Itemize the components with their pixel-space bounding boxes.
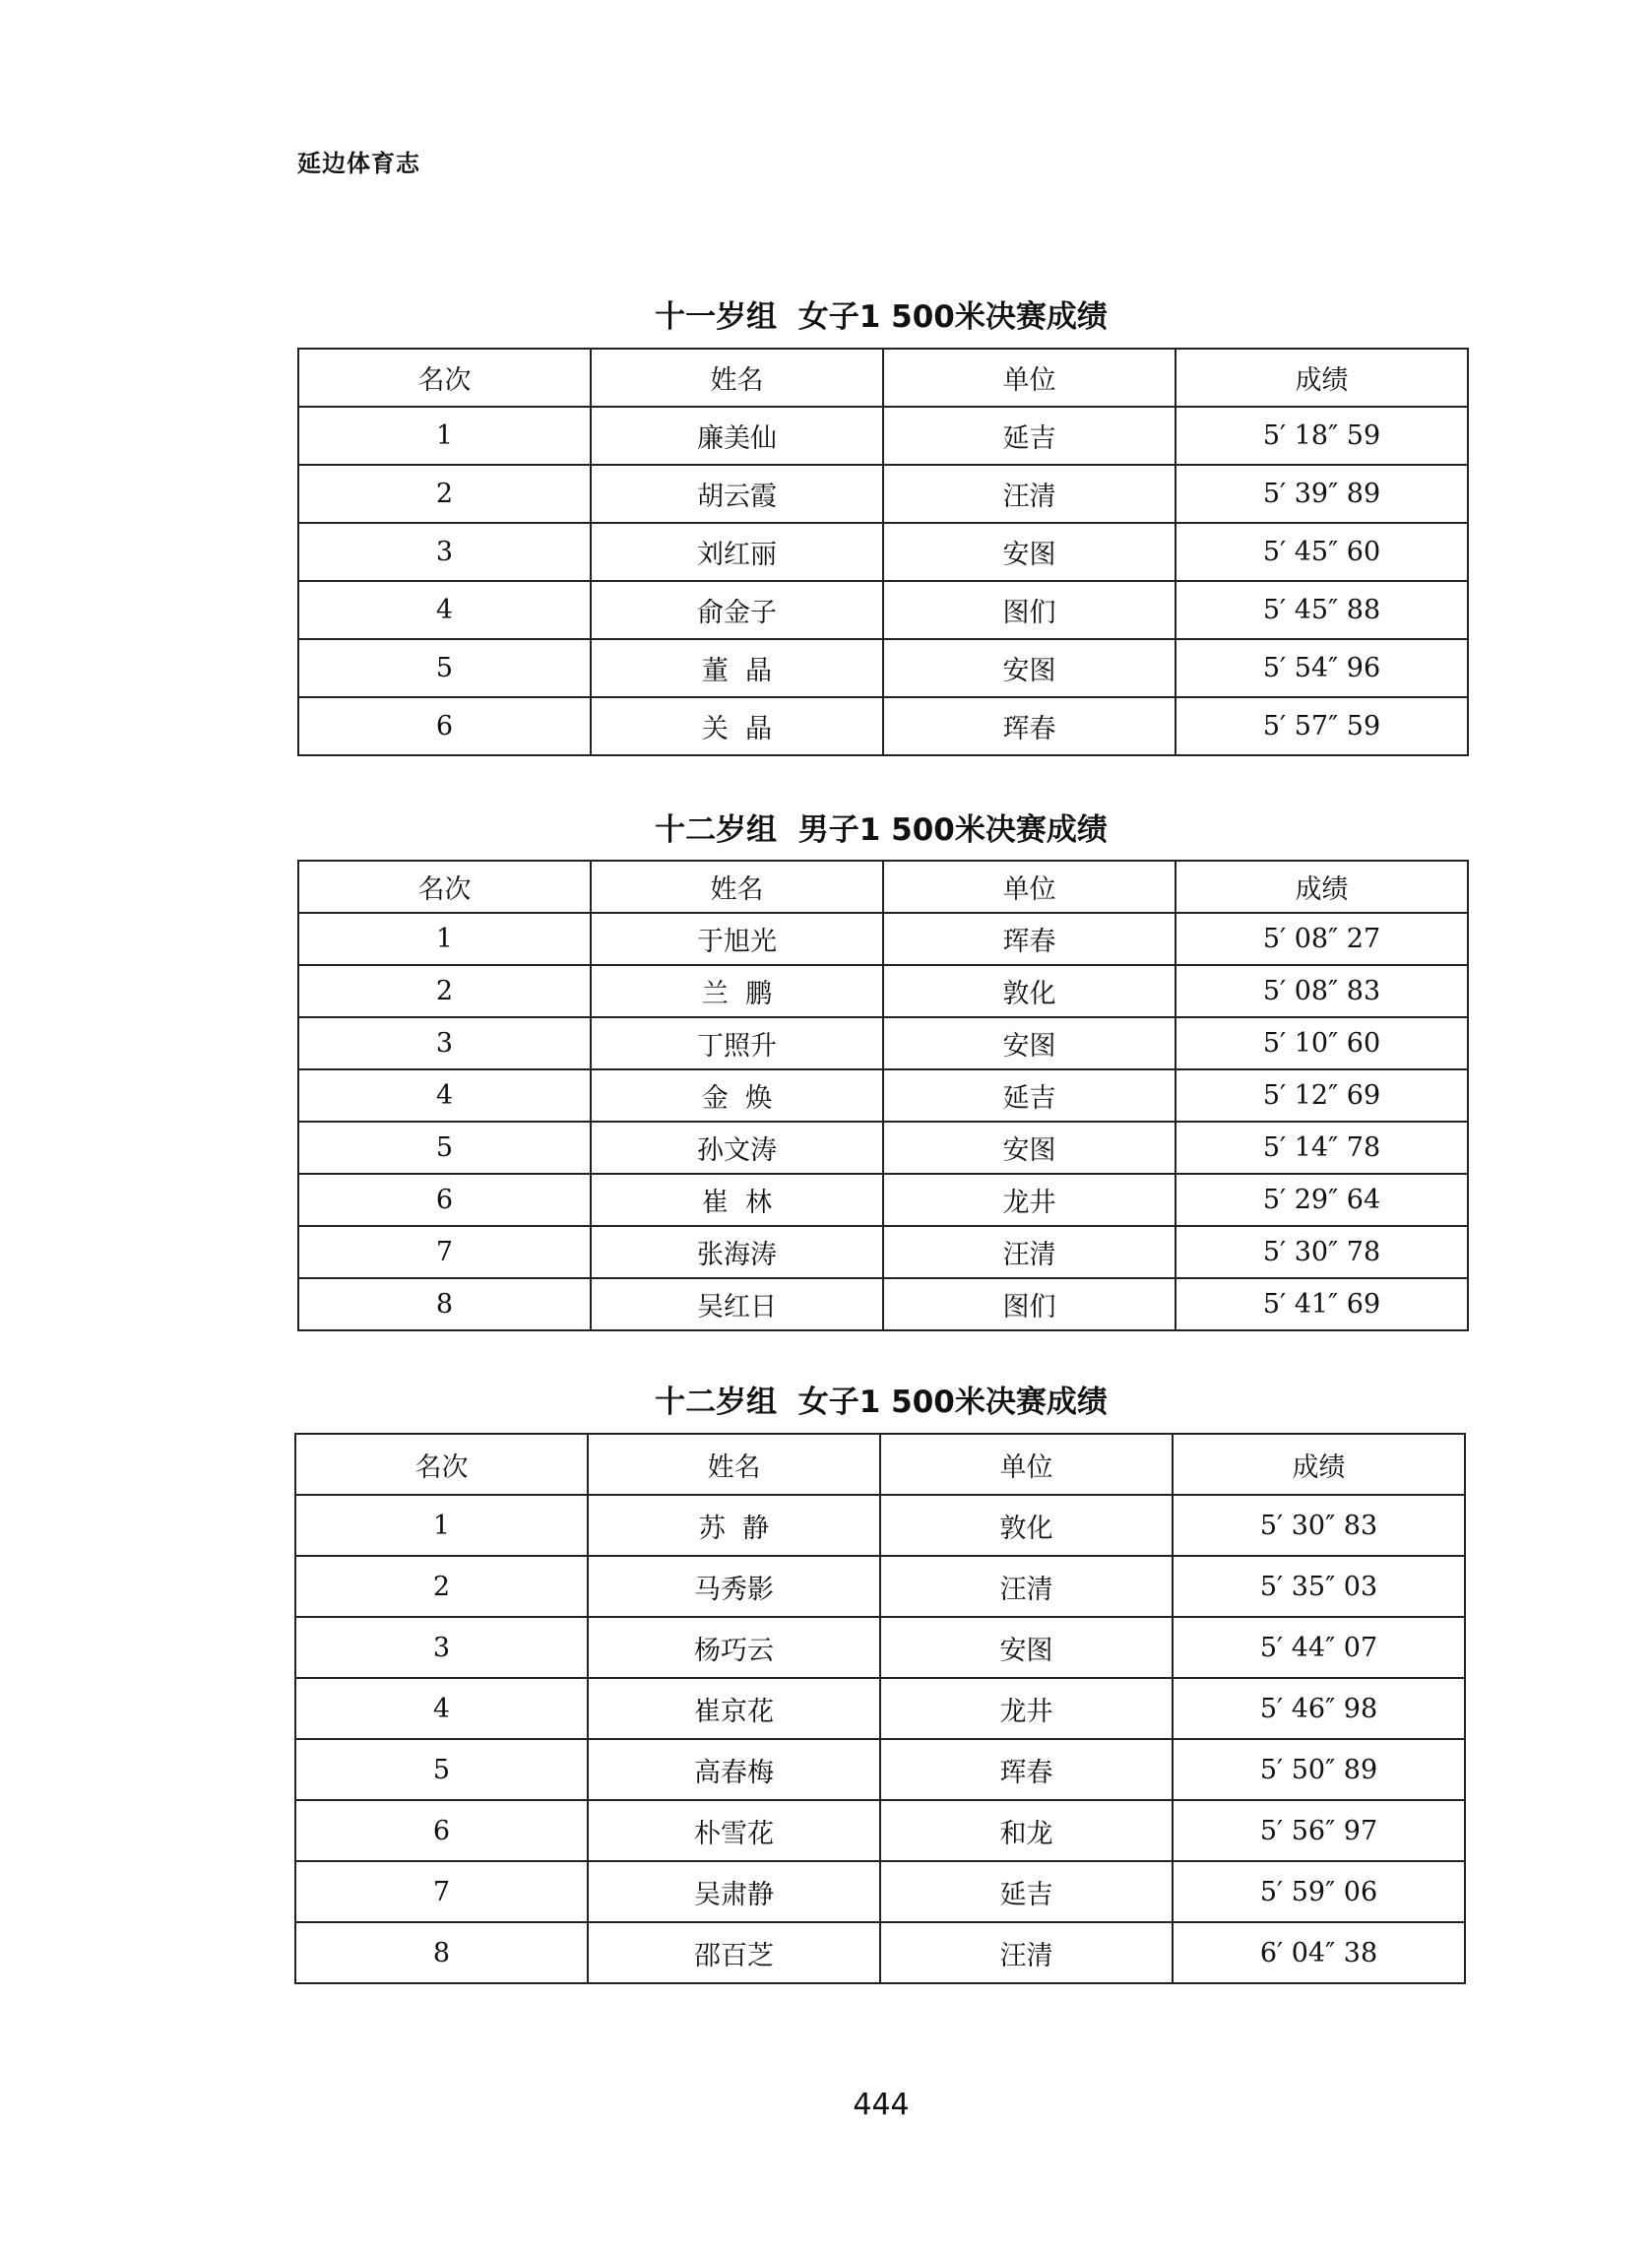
cell-unit: 敦化 (883, 965, 1175, 1017)
cell-rank: 8 (298, 1278, 591, 1330)
cell-name: 于旭光 (591, 913, 883, 965)
table-row (298, 639, 1468, 697)
header-result: 成绩 (1175, 861, 1468, 913)
cell-result: 5′ 08″ 83 (1175, 965, 1468, 1017)
cell-unit: 安图 (880, 1617, 1173, 1678)
table-row (298, 1017, 1468, 1069)
cell-result: 5′ 14″ 78 (1175, 1122, 1468, 1174)
cell-rank: 4 (298, 581, 591, 639)
cell-rank: 4 (298, 1069, 591, 1122)
table-row (298, 407, 1468, 465)
cell-result: 5′ 29″ 64 (1175, 1174, 1468, 1226)
cell-unit: 延吉 (883, 407, 1175, 465)
cell-name: 刘红丽 (591, 523, 883, 581)
cell-unit: 安图 (883, 523, 1175, 581)
cell-unit: 敦化 (880, 1495, 1173, 1556)
cell-result: 5′ 12″ 69 (1175, 1069, 1468, 1122)
table-row (298, 1226, 1468, 1278)
cell-rank: 5 (298, 639, 591, 697)
table-row (295, 1739, 1465, 1800)
table-row (295, 1495, 1465, 1556)
cell-result: 5′ 54″ 96 (1175, 639, 1468, 697)
cell-unit: 安图 (883, 1122, 1175, 1174)
cell-name: 吴肃静 (588, 1861, 880, 1922)
cell-name: 吴红日 (591, 1278, 883, 1330)
header-unit: 单位 (883, 349, 1175, 407)
cell-result: 5′ 45″ 88 (1175, 581, 1468, 639)
cell-result: 5′ 08″ 27 (1175, 913, 1468, 965)
header-rank: 名次 (295, 1434, 588, 1495)
cell-name: 董 晶 (591, 639, 883, 697)
header-unit: 单位 (880, 1434, 1173, 1495)
table-row (298, 465, 1468, 523)
cell-unit: 安图 (883, 1017, 1175, 1069)
table-row (295, 1800, 1465, 1861)
table-row (298, 913, 1468, 965)
cell-name: 关 晶 (591, 697, 883, 755)
table-row (298, 1122, 1468, 1174)
cell-name: 丁照升 (591, 1017, 883, 1069)
cell-rank: 6 (295, 1800, 588, 1861)
cell-unit: 汪清 (880, 1922, 1173, 1983)
page-number: 444 (853, 2088, 910, 2122)
cell-name: 崔京花 (588, 1678, 880, 1739)
cell-unit: 龙井 (883, 1174, 1175, 1226)
table-row (295, 1678, 1465, 1739)
cell-unit: 延吉 (880, 1861, 1173, 1922)
cell-rank: 5 (295, 1739, 588, 1800)
cell-rank: 1 (298, 407, 591, 465)
cell-unit: 珲春 (883, 697, 1175, 755)
cell-result: 5′ 50″ 89 (1173, 1739, 1465, 1800)
cell-rank: 1 (295, 1495, 588, 1556)
results-table-12-female (294, 1433, 1466, 1984)
cell-result: 5′ 44″ 07 (1173, 1617, 1465, 1678)
header-result: 成绩 (1175, 349, 1468, 407)
cell-rank: 2 (298, 465, 591, 523)
header-name: 姓名 (588, 1434, 880, 1495)
cell-rank: 8 (295, 1922, 588, 1983)
table-row (298, 1174, 1468, 1226)
cell-rank: 2 (298, 965, 591, 1017)
table-row (298, 1069, 1468, 1122)
cell-result: 5′ 30″ 83 (1173, 1495, 1465, 1556)
cell-unit: 汪清 (883, 1226, 1175, 1278)
cell-rank: 7 (298, 1226, 591, 1278)
cell-name: 高春梅 (588, 1739, 880, 1800)
results-table-11-female (297, 348, 1469, 756)
cell-result: 5′ 30″ 78 (1175, 1226, 1468, 1278)
cell-name: 朴雪花 (588, 1800, 880, 1861)
results-table-12-male (297, 860, 1469, 1331)
cell-name: 兰 鹏 (591, 965, 883, 1017)
cell-name: 俞金子 (591, 581, 883, 639)
cell-unit: 图们 (883, 1278, 1175, 1330)
table-row (298, 697, 1468, 755)
cell-rank: 3 (298, 523, 591, 581)
header-rank: 名次 (298, 861, 591, 913)
table-row (295, 1861, 1465, 1922)
cell-unit: 图们 (883, 581, 1175, 639)
table-row (295, 1922, 1465, 1983)
cell-rank: 6 (298, 697, 591, 755)
table-title-12-female: 十二岁组 女子1 500米决赛成绩 (655, 1385, 1108, 1420)
cell-unit: 珲春 (880, 1739, 1173, 1800)
cell-result: 5′ 59″ 06 (1173, 1861, 1465, 1922)
cell-rank: 3 (295, 1617, 588, 1678)
cell-unit: 汪清 (883, 465, 1175, 523)
cell-rank: 2 (295, 1556, 588, 1617)
header-name: 姓名 (591, 861, 883, 913)
cell-result: 5′ 35″ 03 (1173, 1556, 1465, 1617)
header-name: 姓名 (591, 349, 883, 407)
header-rank: 名次 (298, 349, 591, 407)
cell-result: 5′ 10″ 60 (1175, 1017, 1468, 1069)
cell-unit: 龙井 (880, 1678, 1173, 1739)
running-head: 延边体育志 (297, 150, 420, 177)
table-title-11-female: 十一岁组 女子1 500米决赛成绩 (655, 299, 1108, 335)
cell-unit: 珲春 (883, 913, 1175, 965)
cell-result: 5′ 18″ 59 (1175, 407, 1468, 465)
cell-name: 金 焕 (591, 1069, 883, 1122)
table-row (298, 581, 1468, 639)
cell-result: 5′ 57″ 59 (1175, 697, 1468, 755)
cell-rank: 3 (298, 1017, 591, 1069)
cell-result: 6′ 04″ 38 (1173, 1922, 1465, 1983)
cell-unit: 延吉 (883, 1069, 1175, 1122)
cell-result: 5′ 39″ 89 (1175, 465, 1468, 523)
cell-rank: 1 (298, 913, 591, 965)
table-row (295, 1556, 1465, 1617)
cell-name: 苏 静 (588, 1495, 880, 1556)
cell-unit: 汪清 (880, 1556, 1173, 1617)
cell-name: 孙文涛 (591, 1122, 883, 1174)
cell-name: 马秀影 (588, 1556, 880, 1617)
table-row (295, 1617, 1465, 1678)
cell-name: 廉美仙 (591, 407, 883, 465)
table-header-row (295, 1434, 1465, 1495)
table-header-row (298, 861, 1468, 913)
cell-name: 邵百芝 (588, 1922, 880, 1983)
cell-unit: 安图 (883, 639, 1175, 697)
cell-result: 5′ 45″ 60 (1175, 523, 1468, 581)
cell-rank: 6 (298, 1174, 591, 1226)
header-result: 成绩 (1173, 1434, 1465, 1495)
table-title-12-male: 十二岁组 男子1 500米决赛成绩 (655, 812, 1108, 848)
table-row (298, 965, 1468, 1017)
table-row (298, 1278, 1468, 1330)
header-unit: 单位 (883, 861, 1175, 913)
cell-name: 崔 林 (591, 1174, 883, 1226)
cell-rank: 4 (295, 1678, 588, 1739)
cell-result: 5′ 46″ 98 (1173, 1678, 1465, 1739)
cell-result: 5′ 56″ 97 (1173, 1800, 1465, 1861)
cell-rank: 5 (298, 1122, 591, 1174)
cell-name: 张海涛 (591, 1226, 883, 1278)
cell-name: 胡云霞 (591, 465, 883, 523)
cell-name: 杨巧云 (588, 1617, 880, 1678)
cell-result: 5′ 41″ 69 (1175, 1278, 1468, 1330)
table-header-row (298, 349, 1468, 407)
table-row (298, 523, 1468, 581)
cell-unit: 和龙 (880, 1800, 1173, 1861)
cell-rank: 7 (295, 1861, 588, 1922)
